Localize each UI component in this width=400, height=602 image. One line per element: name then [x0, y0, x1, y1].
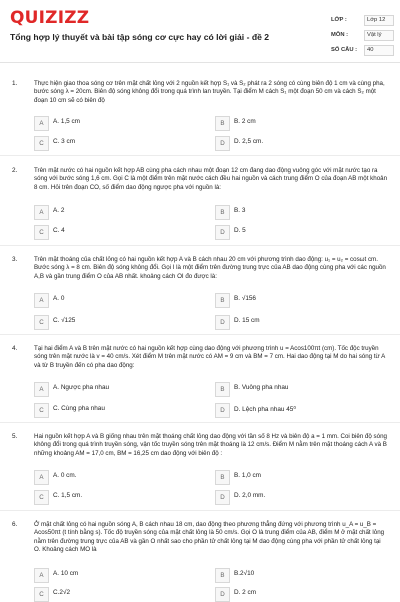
- option-text: B. 3: [234, 207, 246, 214]
- option-letter-box: D: [215, 403, 230, 418]
- option-letter-box: B: [215, 293, 230, 308]
- question-divider: [0, 155, 400, 156]
- option-letter-box: D: [215, 490, 230, 505]
- option-b[interactable]: [215, 293, 365, 307]
- option-letter-box: D: [215, 225, 230, 240]
- question-text: Thực hiện giao thoa sóng cơ trên mặt chất lỏng với 2 nguồn kết hợp S₁ và S₂ phát ra 2 sóng có cùng biên độ 1 cm và cùng pha, bước sóng λ = 20cm. Biên độ sóng không đổi trong quá trình lan truyền. Tại điểm M cách S₁ một đoạn 50 cm và cách S₂ một đoạn 10 cm sẽ có biên độ: [34, 80, 385, 104]
- page-header: [0, 0, 400, 62]
- option-text: C. 4: [53, 227, 65, 234]
- header-divider: [0, 62, 400, 63]
- option-text: D. Lệch pha nhau 45⁰: [234, 406, 296, 413]
- class-value: Lớp 12: [364, 15, 394, 26]
- option-letter-box: D: [215, 136, 230, 151]
- option-text: C. 3 cm: [53, 138, 76, 145]
- option-letter-box: D: [215, 587, 230, 602]
- question-number: 5.: [12, 433, 18, 440]
- option-letter-box: C: [34, 136, 49, 151]
- option-letter-box: A: [34, 568, 49, 583]
- option-a[interactable]: [34, 205, 184, 219]
- question-divider: [0, 510, 400, 511]
- option-letter-box: B: [215, 470, 230, 485]
- option-letter-box: D: [215, 315, 230, 330]
- question-number: 4.: [12, 345, 18, 352]
- option-letter-box: A: [34, 116, 49, 131]
- option-letter-box: C: [34, 315, 49, 330]
- option-text: B. 1,0 cm: [234, 472, 261, 479]
- question-divider: [0, 245, 400, 246]
- option-text: A. 10 cm: [53, 570, 79, 577]
- option-letter-box: B: [215, 205, 230, 220]
- question-count-value: 40: [364, 45, 394, 56]
- option-b[interactable]: [215, 470, 365, 484]
- option-text: A. Ngược pha nhau: [53, 384, 110, 391]
- option-text: C. Cùng pha nhau: [53, 405, 105, 412]
- option-text: D. 2,5 cm.: [234, 138, 264, 145]
- option-text: A. 0: [53, 295, 65, 302]
- option-c[interactable]: [34, 225, 184, 239]
- option-b[interactable]: [215, 382, 365, 396]
- option-letter-box: C: [34, 587, 49, 602]
- option-letter-box: B: [215, 116, 230, 131]
- option-letter-box: A: [34, 382, 49, 397]
- class-label: LỚP :: [331, 17, 347, 23]
- option-letter-box: A: [34, 293, 49, 308]
- question-divider: [0, 422, 400, 423]
- option-text: D. 5: [234, 227, 246, 234]
- question-text: Ở mặt chất lỏng có hai nguồn sóng A, B cách nhau 18 cm, dao động theo phương thẳng đứng với phương trình u_A = u_B = Acos50πt (t tính bằng s). Tốc độ truyền sóng của mặt chất lỏng là 50 cm/s. Gọi O là trung điểm của AB, điểm M ở mặt chất lỏng nằm trên đường trung trực của AB và gần O nhất sao cho phần tử chất lỏng tại M dao động cùng pha với phần tử chất lỏng tại O. Khoảng cách MO là: [34, 521, 385, 554]
- question-number: 1.: [12, 80, 18, 87]
- option-a[interactable]: [34, 293, 184, 307]
- option-text: A. 2: [53, 207, 65, 214]
- option-c[interactable]: [34, 587, 184, 601]
- option-a[interactable]: [34, 382, 184, 396]
- question-text: Tại hai điểm A và B trên mặt nước có hai nguồn kết hợp cùng dao động với phương trình u = Acos100πt (cm). Tốc độc truyền sóng trên mặt nước là v = 40 cm/s. Xét điểm M trên mặt nước có AM = 9 cm và BM = 7 cm. Hai dao động tại M do hai sóng từ A và từ B truyền đến có pha dao động:: [34, 345, 385, 369]
- option-b[interactable]: [215, 116, 365, 130]
- option-text: D. 2,0 mm.: [234, 492, 266, 499]
- option-text: C.2√2: [53, 589, 71, 596]
- question-count-label: SỐ CÂU :: [331, 47, 358, 53]
- question-number: 3.: [12, 256, 18, 263]
- option-text: B.2√10: [234, 570, 255, 577]
- option-text: A. 1,5 cm: [53, 118, 80, 125]
- option-d[interactable]: [215, 403, 365, 417]
- option-text: D. 2 cm: [234, 589, 257, 596]
- option-text: C. √125: [53, 317, 76, 324]
- subject-value: Vật lý: [364, 30, 394, 41]
- question-number: 6.: [12, 521, 18, 528]
- option-letter-box: C: [34, 225, 49, 240]
- option-c[interactable]: [34, 490, 184, 504]
- option-a[interactable]: [34, 470, 184, 484]
- question-text: Trên mặt thoáng của chất lỏng có hai nguồn kết hợp A và B cách nhau 20 cm với phương trình dao động: u₁ = u₂ = cosωt cm. Bước sóng λ = 8 cm. Biên độ sóng không đổi. Gọi I là một điểm trên đường trung trực của AB dao động cùng pha với các nguồn A,B và gần trung điểm O của AB nhất. khoảng cách OI đo được là:: [34, 256, 386, 280]
- option-letter-box: B: [215, 568, 230, 583]
- option-b[interactable]: [215, 205, 365, 219]
- question-number: 2.: [12, 167, 18, 174]
- option-text: D. 15 cm: [234, 317, 260, 324]
- option-a[interactable]: [34, 116, 184, 130]
- option-c[interactable]: [34, 136, 184, 150]
- question-text: Trên mặt nước có hai nguồn kết hợp AB cùng pha cách nhau một đoạn 12 cm đang dao động vuông góc với mặt nước tạo ra sóng với bước sóng 1,6 cm. Gọi C là một điểm trên mặt nước cách đều hai nguồn và cách trung điểm O của đoạn AB một khoản 8 cm. Hỏi trên đoạn CO, số điểm dao động ngược pha với nguồn là:: [34, 167, 388, 191]
- option-a[interactable]: [34, 568, 184, 582]
- question-divider: [0, 334, 400, 335]
- option-c[interactable]: [34, 315, 184, 329]
- option-d[interactable]: [215, 587, 365, 601]
- option-d[interactable]: [215, 136, 365, 150]
- option-letter-box: A: [34, 470, 49, 485]
- subject-label: MÔN :: [331, 32, 349, 38]
- question-text: Hai nguồn kết hợp A và B giống nhau trên mặt thoáng chất lỏng dao động với tần số 8 Hz và biên độ a = 1 mm. Coi biên độ sóng không đổi trong quá trình truyền sóng, vận tốc truyền sóng trên mặt thoáng là 12 cm/s. Điểm M nằm trên mặt thoáng cách A và B những khoảng AM = 17,0 cm, BM = 16,25 cm dao động với biên độ :: [34, 433, 387, 457]
- option-d[interactable]: [215, 490, 365, 504]
- option-c[interactable]: [34, 403, 184, 417]
- option-letter-box: C: [34, 403, 49, 418]
- worksheet-title: Tổng hợp lý thuyết và bài tập sóng cơ cực hay có lời giải - đề 2: [10, 32, 270, 42]
- option-d[interactable]: [215, 225, 365, 239]
- option-b[interactable]: [215, 568, 365, 582]
- quizizz-logo: QUIZIZZ: [10, 8, 90, 28]
- option-text: C. 1,5 cm.: [53, 492, 83, 499]
- option-d[interactable]: [215, 315, 365, 329]
- option-text: A. 0 cm.: [53, 472, 77, 479]
- option-text: B. Vuông pha nhau: [234, 384, 289, 391]
- option-text: B. 2 cm: [234, 118, 256, 125]
- option-text: B. √156: [234, 295, 256, 302]
- option-letter-box: C: [34, 490, 49, 505]
- option-letter-box: A: [34, 205, 49, 220]
- option-letter-box: B: [215, 382, 230, 397]
